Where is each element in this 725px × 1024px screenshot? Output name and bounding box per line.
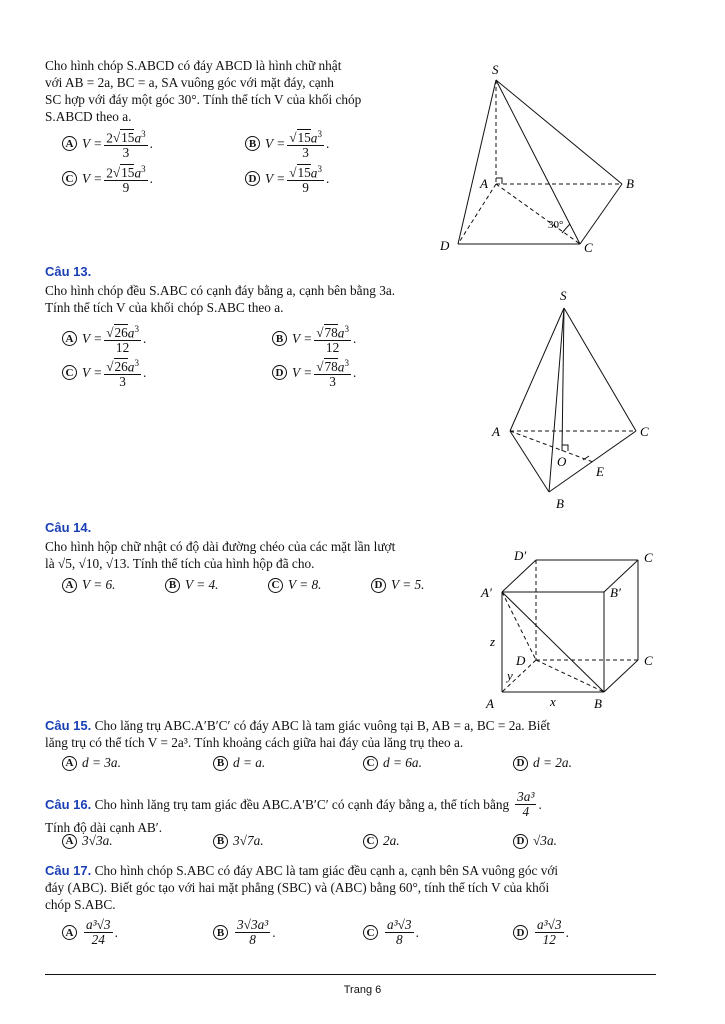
- option-letter: C: [363, 925, 378, 940]
- q17-text: [45, 862, 665, 913]
- q16-option-c[interactable]: [363, 833, 400, 849]
- numerator: 3a³: [517, 789, 535, 804]
- diag-a1b: [502, 592, 604, 692]
- option-fraction: √ $\frac{78a^3}{3}$: [314, 356, 351, 389]
- denominator: 12: [325, 340, 340, 356]
- q13-line-2: Tính thể tích V của khối chóp S.ABC theo a.: [45, 300, 284, 315]
- q14-title: Câu 14.: [45, 520, 92, 535]
- denominator: 3: [302, 145, 309, 161]
- q13-line-1: Cho hình chóp đều S.ABC có cạnh đáy bằng a, cạnh bên bằng 3a.: [45, 283, 396, 298]
- var: a: [337, 325, 345, 341]
- option-prefix: V =: [82, 364, 103, 380]
- coef: 2: [106, 165, 113, 181]
- numerator: a³√3: [86, 917, 111, 932]
- label-b: B: [594, 696, 602, 711]
- option-text: 3√3a.: [82, 833, 113, 848]
- denominator: 8: [249, 932, 256, 947]
- radicand: 15: [121, 130, 135, 146]
- q15-line-1: Cho lăng trụ ABC.A′B′C′ có đáy ABC là tam giác vuông tại B, AB = a, BC = 2a. Biết: [94, 718, 551, 733]
- option-letter: D: [513, 756, 528, 771]
- label-a: A: [486, 696, 494, 711]
- option-letter: A: [62, 834, 77, 849]
- q12-pyramid-figure: [430, 58, 660, 258]
- q12-option-c[interactable]: C V = $\frac{2√ 15a^3}{9}$ .: [62, 162, 153, 195]
- radicand: 26: [114, 359, 128, 375]
- q13-option-d[interactable]: D V = √ $\frac{78a^3}{3}$ .: [272, 356, 356, 389]
- option-fraction: √ $\frac{26a^3}{12}$: [104, 322, 141, 355]
- q13-option-a[interactable]: A V = √ $\frac{26a^3}{12}$ .: [62, 322, 146, 355]
- var: a: [134, 165, 142, 181]
- var: a: [134, 130, 142, 146]
- option-letter: C: [363, 756, 378, 771]
- q15-option-b[interactable]: [213, 755, 265, 771]
- option-prefix: V =: [82, 330, 103, 346]
- radicand: 26: [114, 325, 128, 341]
- denominator: 3: [119, 374, 126, 390]
- q12-line-3: SC hợp với đáy một góc 30°. Tính thể tích V của khối chóp: [45, 92, 362, 107]
- var: a: [127, 359, 135, 375]
- label-b: B: [556, 496, 564, 511]
- label-b1: B′: [610, 585, 621, 600]
- option-letter: B: [165, 578, 180, 593]
- radicand: 78: [324, 325, 338, 341]
- right-angle-mark: [496, 178, 502, 184]
- q17-option-a[interactable]: A $\frac{\text{a³√3}}{24}$ .: [62, 918, 118, 947]
- radicand: 15: [297, 130, 311, 146]
- var: a: [310, 165, 318, 181]
- q12-text: [45, 57, 425, 125]
- label-a: A: [492, 424, 500, 439]
- edge-sd: [458, 80, 496, 244]
- option-text: V = 8.: [288, 577, 322, 592]
- label-y: y: [507, 668, 513, 683]
- label-e: E: [596, 464, 604, 479]
- option-prefix: V =: [82, 170, 103, 186]
- q12-line-2: với AB = 2a, BC = a, SA vuông góc với mặt đáy, cạnh: [45, 75, 334, 90]
- option-letter: D: [513, 925, 528, 940]
- page-number: Trang 6: [343, 984, 382, 996]
- denominator: 8: [395, 932, 403, 947]
- option-prefix: V =: [82, 135, 103, 151]
- option-letter: B: [213, 756, 228, 771]
- option-letter: A: [62, 578, 77, 593]
- q16-line-1: Cho hình lăng trụ tam giác đều ABC.A′B′C′ có cạnh đáy bằng a, thể tích bằng: [94, 797, 510, 812]
- option-fraction: [385, 918, 414, 947]
- option-text: √3a.: [533, 833, 557, 848]
- coef: 2: [106, 130, 113, 146]
- option-letter: A: [62, 925, 77, 940]
- var: a: [310, 130, 318, 146]
- label-o: O: [557, 454, 567, 469]
- q16-option-a[interactable]: [62, 833, 113, 849]
- denominator: 4: [522, 804, 530, 819]
- q16-text: Câu 16. Cho hình lăng trụ tam giác đều ABC.A′B′C′ có cạnh đáy bằng a, thể tích bằng $\frac{\text{3a³}}{4}$ . Tính độ dài cạnh AB′.: [45, 790, 665, 836]
- edge-sc: [496, 80, 580, 244]
- q13-text: [45, 282, 485, 316]
- label-c: C: [640, 424, 649, 439]
- q15-option-c[interactable]: [363, 755, 422, 771]
- label-s: S: [560, 288, 567, 303]
- q17-option-c[interactable]: C $\frac{\text{a³√3}}{8}$ .: [363, 918, 419, 947]
- q12-option-d[interactable]: D V = √ $\frac{15a^3}{9}$ .: [245, 162, 329, 195]
- label-c1: C: [644, 550, 653, 565]
- sqrt-icon: [316, 359, 323, 374]
- q12-option-b[interactable]: B V = √ $\frac{15a^3}{3}$ .: [245, 127, 329, 160]
- denominator: 24: [91, 932, 105, 947]
- denominator: 12: [115, 340, 130, 356]
- var: a: [127, 325, 135, 341]
- q12-option-a[interactable]: A V = $\frac{2√ 15a^3}{3}$ .: [62, 127, 153, 160]
- numerator: 3√3a³: [237, 917, 269, 932]
- sqrt-icon: [289, 130, 296, 145]
- option-text: V = 5.: [391, 577, 425, 592]
- option-fraction: $\frac{2√ 15a^3}{3}$: [104, 127, 147, 160]
- option-fraction: √ $\frac{26a^3}{3}$: [104, 356, 141, 389]
- option-fraction: [235, 918, 270, 947]
- sqrt-icon: [106, 359, 113, 374]
- q17-line-2: đáy (ABC). Biết góc tạo với hai mặt phẳng (SBC) và (ABC) bằng 60°, tính thể tích V của khối: [45, 880, 550, 895]
- q16-option-d[interactable]: [513, 833, 557, 849]
- label-b: B: [626, 176, 634, 191]
- label-d: D: [440, 238, 450, 253]
- edge-a1d1: [502, 560, 536, 592]
- option-prefix: V =: [292, 330, 313, 346]
- q12-line-4: S.ABCD theo a.: [45, 109, 132, 124]
- sqrt-icon: [106, 325, 113, 340]
- option-text: d = 2a.: [533, 755, 572, 770]
- label-a1: A′: [481, 585, 492, 600]
- q15-title: Câu 15.: [45, 718, 92, 733]
- option-letter: C: [268, 578, 283, 593]
- option-letter: D: [513, 834, 528, 849]
- q16-title: Câu 16.: [45, 797, 92, 812]
- q14-option-b[interactable]: [165, 577, 218, 593]
- radicand: 15: [297, 165, 311, 181]
- label-z: z: [490, 634, 496, 649]
- denominator: 3: [122, 145, 130, 161]
- q13-pyramid-figure: [485, 284, 665, 514]
- option-prefix: V =: [265, 170, 286, 186]
- option-letter: C: [363, 834, 378, 849]
- option-fraction: [535, 918, 564, 947]
- option-letter: C: [62, 365, 77, 380]
- label-angle: 30°: [548, 219, 564, 231]
- q14-option-a[interactable]: [62, 577, 115, 593]
- option-letter: B: [213, 925, 228, 940]
- edge-ab: [510, 431, 549, 492]
- q14-box-figure: [478, 542, 668, 717]
- option-fraction: √ $\frac{15a^3}{9}$: [287, 162, 324, 195]
- option-text: 3√7a.: [233, 833, 264, 848]
- q15-option-d[interactable]: [513, 755, 572, 771]
- option-text: V = 6.: [82, 577, 116, 592]
- option-fraction: √ $\frac{15a^3}{3}$: [287, 127, 324, 160]
- numerator: a³√3: [387, 917, 412, 932]
- label-c: C: [644, 653, 653, 668]
- q13-option-b[interactable]: B V = √ $\frac{78a^3}{12}$ .: [272, 322, 356, 355]
- option-letter: A: [62, 756, 77, 771]
- q13-option-c[interactable]: C V = √ $\frac{26a^3}{3}$ .: [62, 356, 146, 389]
- q14-line-2: là √5, √10, √13. Tính thể tích của hình hộp đã cho.: [45, 556, 315, 571]
- q17-title: Câu 17.: [45, 863, 92, 878]
- option-letter: D: [371, 578, 386, 593]
- edge-bc: [604, 660, 638, 692]
- q16-option-b[interactable]: [213, 833, 264, 849]
- denominator: 12: [542, 932, 556, 947]
- sqrt-icon: [289, 165, 296, 180]
- option-letter: D: [245, 171, 260, 186]
- edge-sb: [496, 80, 622, 184]
- option-text: d = a.: [233, 755, 266, 770]
- q17-option-b[interactable]: B $\frac{\text{3√3a³}}{8}$ .: [213, 918, 276, 947]
- option-letter: B: [245, 136, 260, 151]
- q14-option-c[interactable]: [268, 577, 321, 593]
- edge-ac: [496, 184, 580, 244]
- sqrt-icon: [316, 325, 323, 340]
- radicand: 78: [324, 359, 338, 375]
- numerator: a³√3: [537, 917, 562, 932]
- option-text: V = 4.: [185, 577, 219, 592]
- option-letter: D: [272, 365, 287, 380]
- footer-divider: [45, 974, 656, 975]
- option-letter: B: [272, 331, 287, 346]
- label-c: C: [584, 240, 593, 255]
- label-a: A: [480, 176, 488, 191]
- edge-cb: [580, 184, 622, 244]
- label-x: x: [550, 694, 556, 709]
- q16-volume-fraction: [515, 790, 536, 819]
- q15-option-a[interactable]: [62, 755, 121, 771]
- q17-line-3: chóp S.ABC.: [45, 897, 116, 912]
- denominator: 9: [122, 180, 130, 196]
- label-d1: D′: [514, 548, 527, 563]
- edge-sc: [564, 308, 636, 431]
- q14-line-1: Cho hình hộp chữ nhật có độ dài đường chéo của các mặt lần lượt: [45, 539, 396, 554]
- option-fraction: √ $\frac{78a^3}{12}$: [314, 322, 351, 355]
- label-d: D: [516, 653, 526, 668]
- option-letter: A: [62, 136, 77, 151]
- right-angle-mark-e: [583, 456, 589, 460]
- option-fraction: $\frac{2√ 15a^3}{9}$: [104, 162, 147, 195]
- option-fraction: [84, 918, 113, 947]
- q17-line-1: Cho hình chóp S.ABC có đáy ABC là tam giác đều cạnh a, cạnh bên SA vuông góc với: [94, 863, 559, 878]
- q16-line-2: Tính độ dài cạnh AB′.: [45, 820, 163, 835]
- option-prefix: V =: [265, 135, 286, 151]
- option-letter: A: [62, 331, 77, 346]
- option-letter: C: [62, 171, 77, 186]
- radicand: 15: [121, 165, 135, 181]
- q17-option-d[interactable]: D $\frac{\text{a³√3}}{12}$ .: [513, 918, 569, 947]
- denominator: 3: [329, 374, 336, 390]
- denominator: 9: [302, 180, 309, 196]
- q14-option-d[interactable]: [371, 577, 424, 593]
- right-angle-mark: [562, 445, 568, 451]
- edge-ad: [458, 184, 496, 244]
- diag-db: [536, 660, 604, 692]
- diag-a1d: [502, 592, 536, 660]
- q14-text: [45, 538, 485, 572]
- option-letter: B: [213, 834, 228, 849]
- q13-title: Câu 13.: [45, 264, 92, 279]
- var: a: [337, 359, 345, 375]
- q15-line-2: lăng trụ có thể tích V = 2a³. Tính khoảng cách giữa hai đáy của lăng trụ theo a.: [45, 735, 464, 750]
- option-text: d = 6a.: [383, 755, 422, 770]
- option-prefix: V =: [292, 364, 313, 380]
- q12-line-1: Cho hình chóp S.ABCD có đáy ABCD là hình chữ nhật: [45, 58, 342, 73]
- label-s: S: [492, 62, 499, 77]
- q15-text: [45, 717, 665, 751]
- option-text: d = 3a.: [82, 755, 121, 770]
- option-text: 2a.: [383, 833, 400, 848]
